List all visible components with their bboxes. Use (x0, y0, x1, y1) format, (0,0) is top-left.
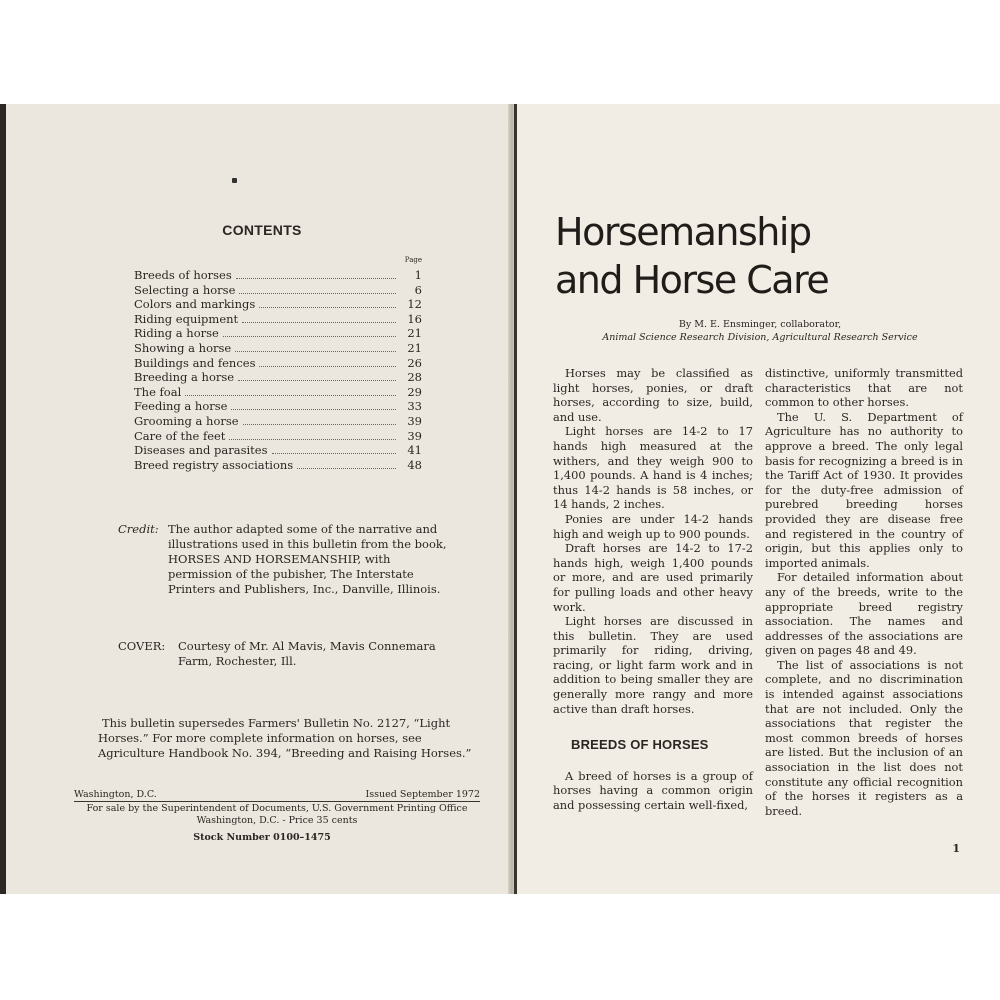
toc-label: Diseases and parasites (134, 443, 268, 458)
imprint (74, 789, 480, 826)
stock-number: Stock Number 0100–1475 (193, 832, 331, 843)
table-of-contents (134, 256, 422, 472)
body-paragraph: A breed of horses is a group of horses having a common origin and possessing certain well-fixed, (553, 768, 753, 813)
toc-page-number: 21 (407, 340, 422, 355)
toc-leader-dots (259, 307, 396, 308)
credit-label: Credit: (118, 522, 159, 536)
toc-row (134, 429, 422, 444)
printer-dot-mark (232, 178, 237, 183)
toc-leader-dots (238, 380, 396, 381)
toc-label: Breed registry associations (134, 457, 294, 472)
supersedes-note: This bulletin supersedes Farmers' Bulletin No. 2127, “Light Horses.” For more complete information on horses, see Agriculture Handbook No. 394, “Breeding and Raising Horses.” (98, 716, 472, 760)
toc-page-number: 1 (414, 268, 422, 282)
text-column-1 (553, 366, 753, 813)
toc-row (134, 356, 422, 371)
toc-leader-dots (242, 322, 396, 323)
toc-page-number: 6 (414, 282, 422, 297)
toc-page-number: 29 (407, 384, 422, 399)
toc-page-number: 16 (407, 311, 422, 326)
credit-text: The author adapted some of the narrative and illustrations used in this bulletin from the book, HORSES AND HORSEMANSHIP, with permission of the pubisher, The Interstate Printers and Publishers, Inc., Danville, Illinois. (168, 522, 447, 596)
toc-page-number: 28 (407, 370, 422, 385)
toc-leader-dots (229, 439, 396, 440)
toc-leader-dots (235, 351, 396, 352)
toc-leader-dots (259, 366, 396, 367)
title-line-2: and Horse Care (555, 258, 829, 302)
toc-row (134, 312, 422, 327)
left-page (0, 104, 512, 894)
section-heading: BREEDS OF HORSES (571, 737, 709, 753)
toc-row (134, 283, 422, 298)
byline (517, 318, 1000, 344)
toc-label: Buildings and fences (134, 355, 256, 370)
body-paragraph: The U. S. Department of Agriculture has no authority to approve a breed. The only legal basis for recognizing a breed is in the Tariff Act of 1930. It provides for the duty-free admission of purebred breeding horses provided they are disease free and registered in the country of origin, but this applies only to imported animals. (765, 409, 963, 570)
toc-leader-dots (297, 468, 396, 469)
sale-line-2: Washington, D.C. - Price 35 cents (196, 815, 358, 826)
imprint-place: Washington, D.C. (74, 789, 157, 800)
toc-leader-dots (239, 293, 396, 294)
toc-label: Grooming a horse (134, 413, 239, 428)
toc-page-number: 39 (407, 413, 422, 428)
cover-text: Courtesy of Mr. Al Mavis, Mavis Connemara Farm, Rochester, Ill. (178, 639, 436, 668)
toc-row (134, 297, 422, 312)
toc-label: Riding equipment (134, 311, 239, 326)
toc-page-number: 41 (407, 443, 422, 458)
toc-page-number: 48 (407, 457, 422, 472)
toc-label: Breeding a horse (134, 370, 235, 385)
toc-page-number: 33 (407, 399, 422, 414)
toc-label: The foal (134, 384, 182, 399)
affiliation-line: Animal Science Research Division, Agricultural Research Service (602, 332, 918, 343)
toc-leader-dots (185, 395, 396, 396)
toc-label: Riding a horse (134, 326, 219, 341)
title-line-1: Horsemanship (555, 210, 811, 254)
toc-row (134, 370, 422, 385)
toc-leader-dots (272, 453, 397, 454)
toc-page-number: 21 (407, 326, 422, 341)
bulletin-title (555, 208, 828, 304)
author-line: By M. E. Ensminger, collaborator, (678, 319, 842, 330)
body-paragraph: The list of associations is not complete, and no discrimination is intended against associations that are not included. Only the associations that register the most common breeds of horses are listed. But the inclusion of an association in the list does not constitute any official recognition of the horses it registers as a breed. (765, 657, 963, 818)
toc-row (134, 458, 422, 473)
toc-page-number: 12 (407, 297, 422, 312)
toc-leader-dots (236, 278, 396, 279)
toc-row (134, 326, 422, 341)
toc-page-number: 26 (407, 355, 422, 370)
toc-page-number: 39 (407, 428, 422, 443)
toc-row (134, 385, 422, 400)
toc-row (134, 341, 422, 356)
toc-row (134, 443, 422, 458)
cover-note (118, 639, 448, 669)
toc-leader-dots (243, 424, 396, 425)
sale-line-1: For sale by the Superintendent of Documents, U.S. Government Printing Office (86, 803, 468, 814)
toc-row (134, 414, 422, 429)
toc-label: Feeding a horse (134, 399, 228, 414)
body-paragraph: For detailed information about any of the breeds, write to the appropriate breed registry association. The names and addresses of the associations are given on pages 48 and 49. (765, 570, 963, 658)
body-paragraph: Light horses are 14-2 to 17 hands high measured at the withers, and they weigh 900 to 1,400 pounds. A hand is 4 inches; thus 14-2 hands is 58 inches, or 14 hands, 2 inches. (553, 424, 753, 512)
credit-note (118, 522, 448, 597)
toc-leader-dots (223, 336, 396, 337)
toc-page-column-head: Page (404, 256, 422, 264)
body-paragraph: Horses may be classified as light horses, ponies, or draft horses, according to size, build, and use. (553, 366, 753, 424)
imprint-issued: Issued September 1972 (365, 789, 480, 800)
contents-title: CONTENTS (222, 222, 302, 238)
toc-label: Selecting a horse (134, 282, 236, 297)
toc-label: Showing a horse (134, 340, 232, 355)
body-paragraph: Ponies are under 14-2 hands high and weigh up to 900 pounds. (553, 511, 753, 541)
cover-label: COVER: (118, 639, 166, 653)
toc-label: Care of the feet (134, 428, 226, 443)
toc-label: Colors and markings (134, 297, 256, 312)
body-paragraph: distinctive, uniformly transmitted characteristics that are not common to other horses. (765, 366, 963, 410)
body-paragraph: Draft horses are 14-2 to 17-2 hands high, weigh 1,400 pounds or more, and are used primarily for pulling loads and other heavy work. (553, 541, 753, 614)
body-paragraph: Light horses are discussed in this bulletin. They are used primarily for riding, driving, racing, or light farm work and in addition to being smaller they are generally more rangy and more active than draft horses. (553, 614, 753, 716)
page-number: 1 (952, 842, 960, 855)
toc-row (134, 399, 422, 414)
toc-label: Breeds of horses (134, 268, 232, 282)
toc-leader-dots (231, 409, 396, 410)
right-page (514, 104, 1000, 894)
text-column-2 (765, 366, 963, 818)
toc-row (134, 268, 422, 283)
